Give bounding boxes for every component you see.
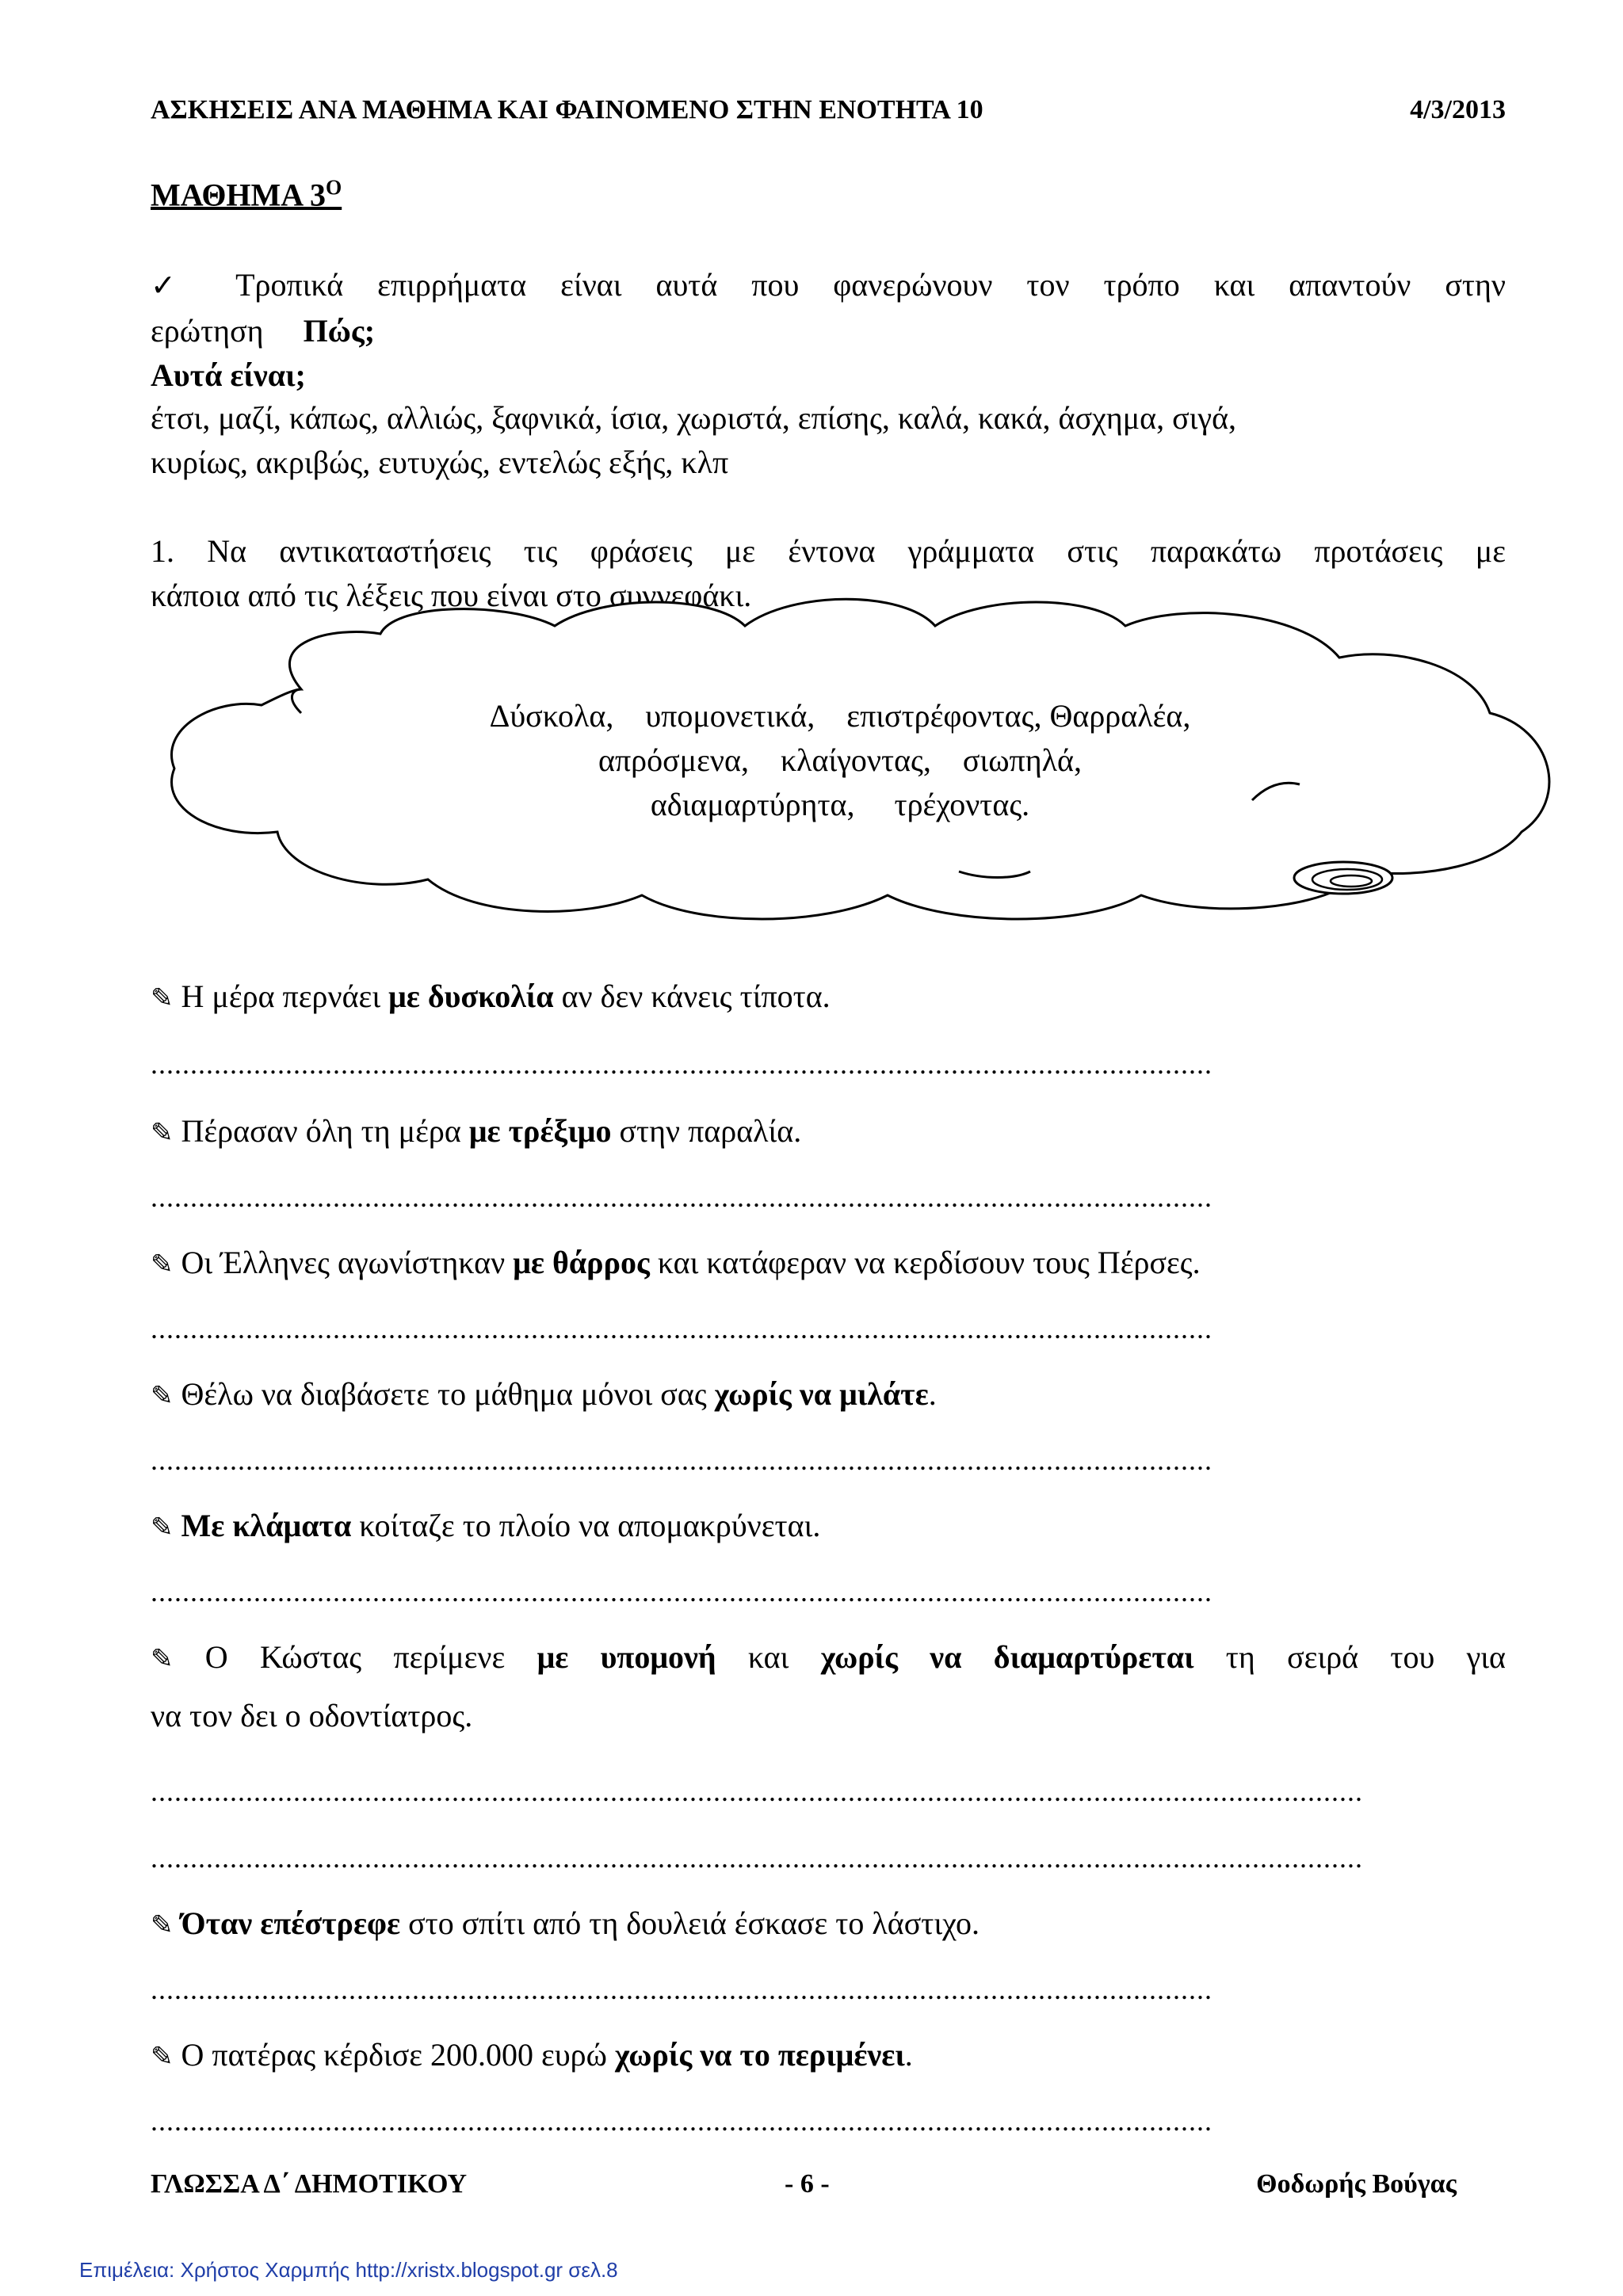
cloud-line-3: αδιαμαρτύρητα, τρέχοντας. — [650, 787, 1030, 822]
pen-icon: ✎ — [151, 1909, 174, 1941]
answer-line[interactable]: ...................................................................................................................................... — [151, 1974, 1212, 2005]
pen-icon: ✎ — [151, 1249, 174, 1280]
exercise-sentence-4 — [151, 1372, 937, 1418]
exercise-sentence-5 — [151, 1504, 820, 1550]
adverb-list-line-2: κυρίως, ακριβώς, ευτυχώς, εντελώς εξής, κλπ — [151, 444, 729, 480]
pen-icon: ✎ — [151, 1380, 174, 1412]
intro-text: Τροπικά επιρρήματα είναι αυτά που φανερώνουν τον τρόπο και απαντούν στην — [235, 267, 1506, 303]
footer-page-number: - 6 - — [785, 2169, 830, 2199]
pen-icon: ✎ — [151, 1117, 174, 1149]
exercise-instruction-line-1: 1. Να αντικαταστήσεις τις φράσεις με έντονα γράμματα στις παρακάτω προτάσεις με — [151, 533, 1506, 569]
sentence-text: Πέρασαν όλη τη μέρα — [181, 1113, 469, 1149]
lesson-title-text: ΜΑΘΗΜΑ 3 — [151, 177, 326, 213]
sentence-text: Θέλω να διαβάσετε το μάθημα μόνοι σας — [181, 1376, 715, 1412]
sentence-text: . — [904, 2037, 913, 2073]
sentence-bold-phrase: χωρίς να μιλάτε — [714, 1376, 929, 1412]
list-title: Αυτά είναι; — [151, 357, 306, 393]
exercise-instruction-line-2: κάποια από τις λέξεις που είναι στο συννεφάκι. — [151, 578, 752, 613]
footer-subject: ΓΛΩΣΣΑ Δ΄ ΔΗΜΟΤΙΚΟΥ — [151, 2169, 468, 2199]
exercise-sentence-6 — [151, 1635, 1506, 1738]
sentence-bold-phrase: Με κλάματα — [181, 1508, 352, 1543]
sentence-bold-phrase: με τρέξιμο — [468, 1113, 612, 1149]
document-header-date: 4/3/2013 — [1410, 95, 1506, 124]
sentence-bold-phrase: χωρίς να διαμαρτύρεται — [820, 1639, 1194, 1675]
pen-icon: ✎ — [151, 1643, 174, 1675]
sentence-text: αν δεν κάνεις τίποτα. — [553, 978, 831, 1014]
intro-question-prefix: ερώτηση — [151, 313, 264, 349]
sentence-text: και — [716, 1639, 821, 1675]
answer-line[interactable]: ...................................................................................................................................... — [151, 1444, 1212, 1476]
answer-line[interactable]: ...................................................................................................................................... — [151, 1313, 1212, 1344]
cloud-word-list — [301, 694, 1379, 827]
sentence-text: Οι Έλληνες αγωνίστηκαν — [181, 1245, 514, 1280]
answer-line[interactable]: ...................................................................................................................................... — [151, 2105, 1212, 2137]
sentence-text: Η μέρα περνάει — [181, 978, 389, 1014]
intro-question-word: Πώς; — [303, 313, 376, 349]
sentence-bold-phrase: με θάρρος — [513, 1245, 650, 1280]
exercise-sentence-2 — [151, 1109, 801, 1155]
credit-line: Επιμέλεια: Χρήστος Χαρμπής http://xristx.blogspot.gr σελ.8 — [79, 2258, 618, 2282]
answer-line[interactable]: ...................................................................................................................................... — [151, 1576, 1212, 1608]
pen-icon: ✎ — [151, 2041, 174, 2073]
answer-line[interactable]: ...................................................................................................................................... — [151, 1181, 1212, 1213]
cloud-line-1: Δύσκολα, υπομονετικά, επιστρέφοντας, Θαρραλέα, — [489, 698, 1191, 734]
exercise-sentence-8 — [151, 2033, 913, 2079]
cloud-line-2: απρόσμενα, κλαίγοντας, σιωπηλά, — [598, 742, 1082, 778]
answer-line[interactable]: ......................................................................................................................................................... — [151, 1775, 1363, 1807]
answer-line[interactable]: ...................................................................................................................................... — [151, 1048, 1212, 1080]
adverb-list-line-1: έτσι, μαζί, κάπως, αλλιώς, ξαφνικά, ίσια, χωριστά, επίσης, καλά, κακά, άσχημα, σιγά, — [151, 400, 1237, 436]
sentence-bold-phrase: με δυσκολία — [388, 978, 554, 1014]
exercise-sentence-1 — [151, 974, 831, 1020]
exercise-sentence-7 — [151, 1901, 980, 1947]
sentence-line: να τον δει ο οδοντίατρος. — [151, 1698, 473, 1733]
sentence-text: στην παραλία. — [611, 1113, 802, 1149]
pen-icon: ✎ — [151, 1512, 174, 1543]
sentence-text: Ο Κώστας περίμενε — [204, 1639, 537, 1675]
sentence-text: τη σειρά του για — [1193, 1639, 1506, 1675]
sentence-text: Ο πατέρας κέρδισε 200.000 ευρώ — [181, 2037, 615, 2073]
lesson-title-superscript: Ο — [325, 176, 342, 199]
sentence-text: . — [928, 1376, 937, 1412]
footer-author: Θοδωρής Βούγας — [1256, 2169, 1457, 2199]
sentence-bold-phrase: Όταν επέστρεφε — [181, 1905, 401, 1941]
sentence-text: και κατάφεραν να κερδίσουν τους Πέρσες. — [649, 1245, 1201, 1280]
sentence-bold-phrase: χωρίς να το περιμένει — [614, 2037, 905, 2073]
sentence-text: στο σπίτι από τη δουλειά έσκασε το λάστιχο. — [400, 1905, 980, 1941]
exercise-sentence-3 — [151, 1241, 1201, 1287]
sentence-bold-phrase: με υπομονή — [537, 1639, 716, 1675]
answer-line[interactable]: ......................................................................................................................................................... — [151, 1842, 1363, 1874]
document-header-title: ΑΣΚΗΣΕΙΣ ΑΝΑ ΜΑΘΗΜΑ ΚΑΙ ΦΑΙΝΟΜΕΝΟ ΣΤΗΝ ΕΝΟΤΗΤΑ 10 — [151, 95, 983, 124]
checkmark-icon: ✓ — [151, 268, 202, 303]
sentence-text: κοίταζε το πλοίο να απομακρύνεται. — [351, 1508, 821, 1543]
sentence-line — [151, 1635, 1506, 1681]
pen-icon: ✎ — [151, 982, 174, 1014]
